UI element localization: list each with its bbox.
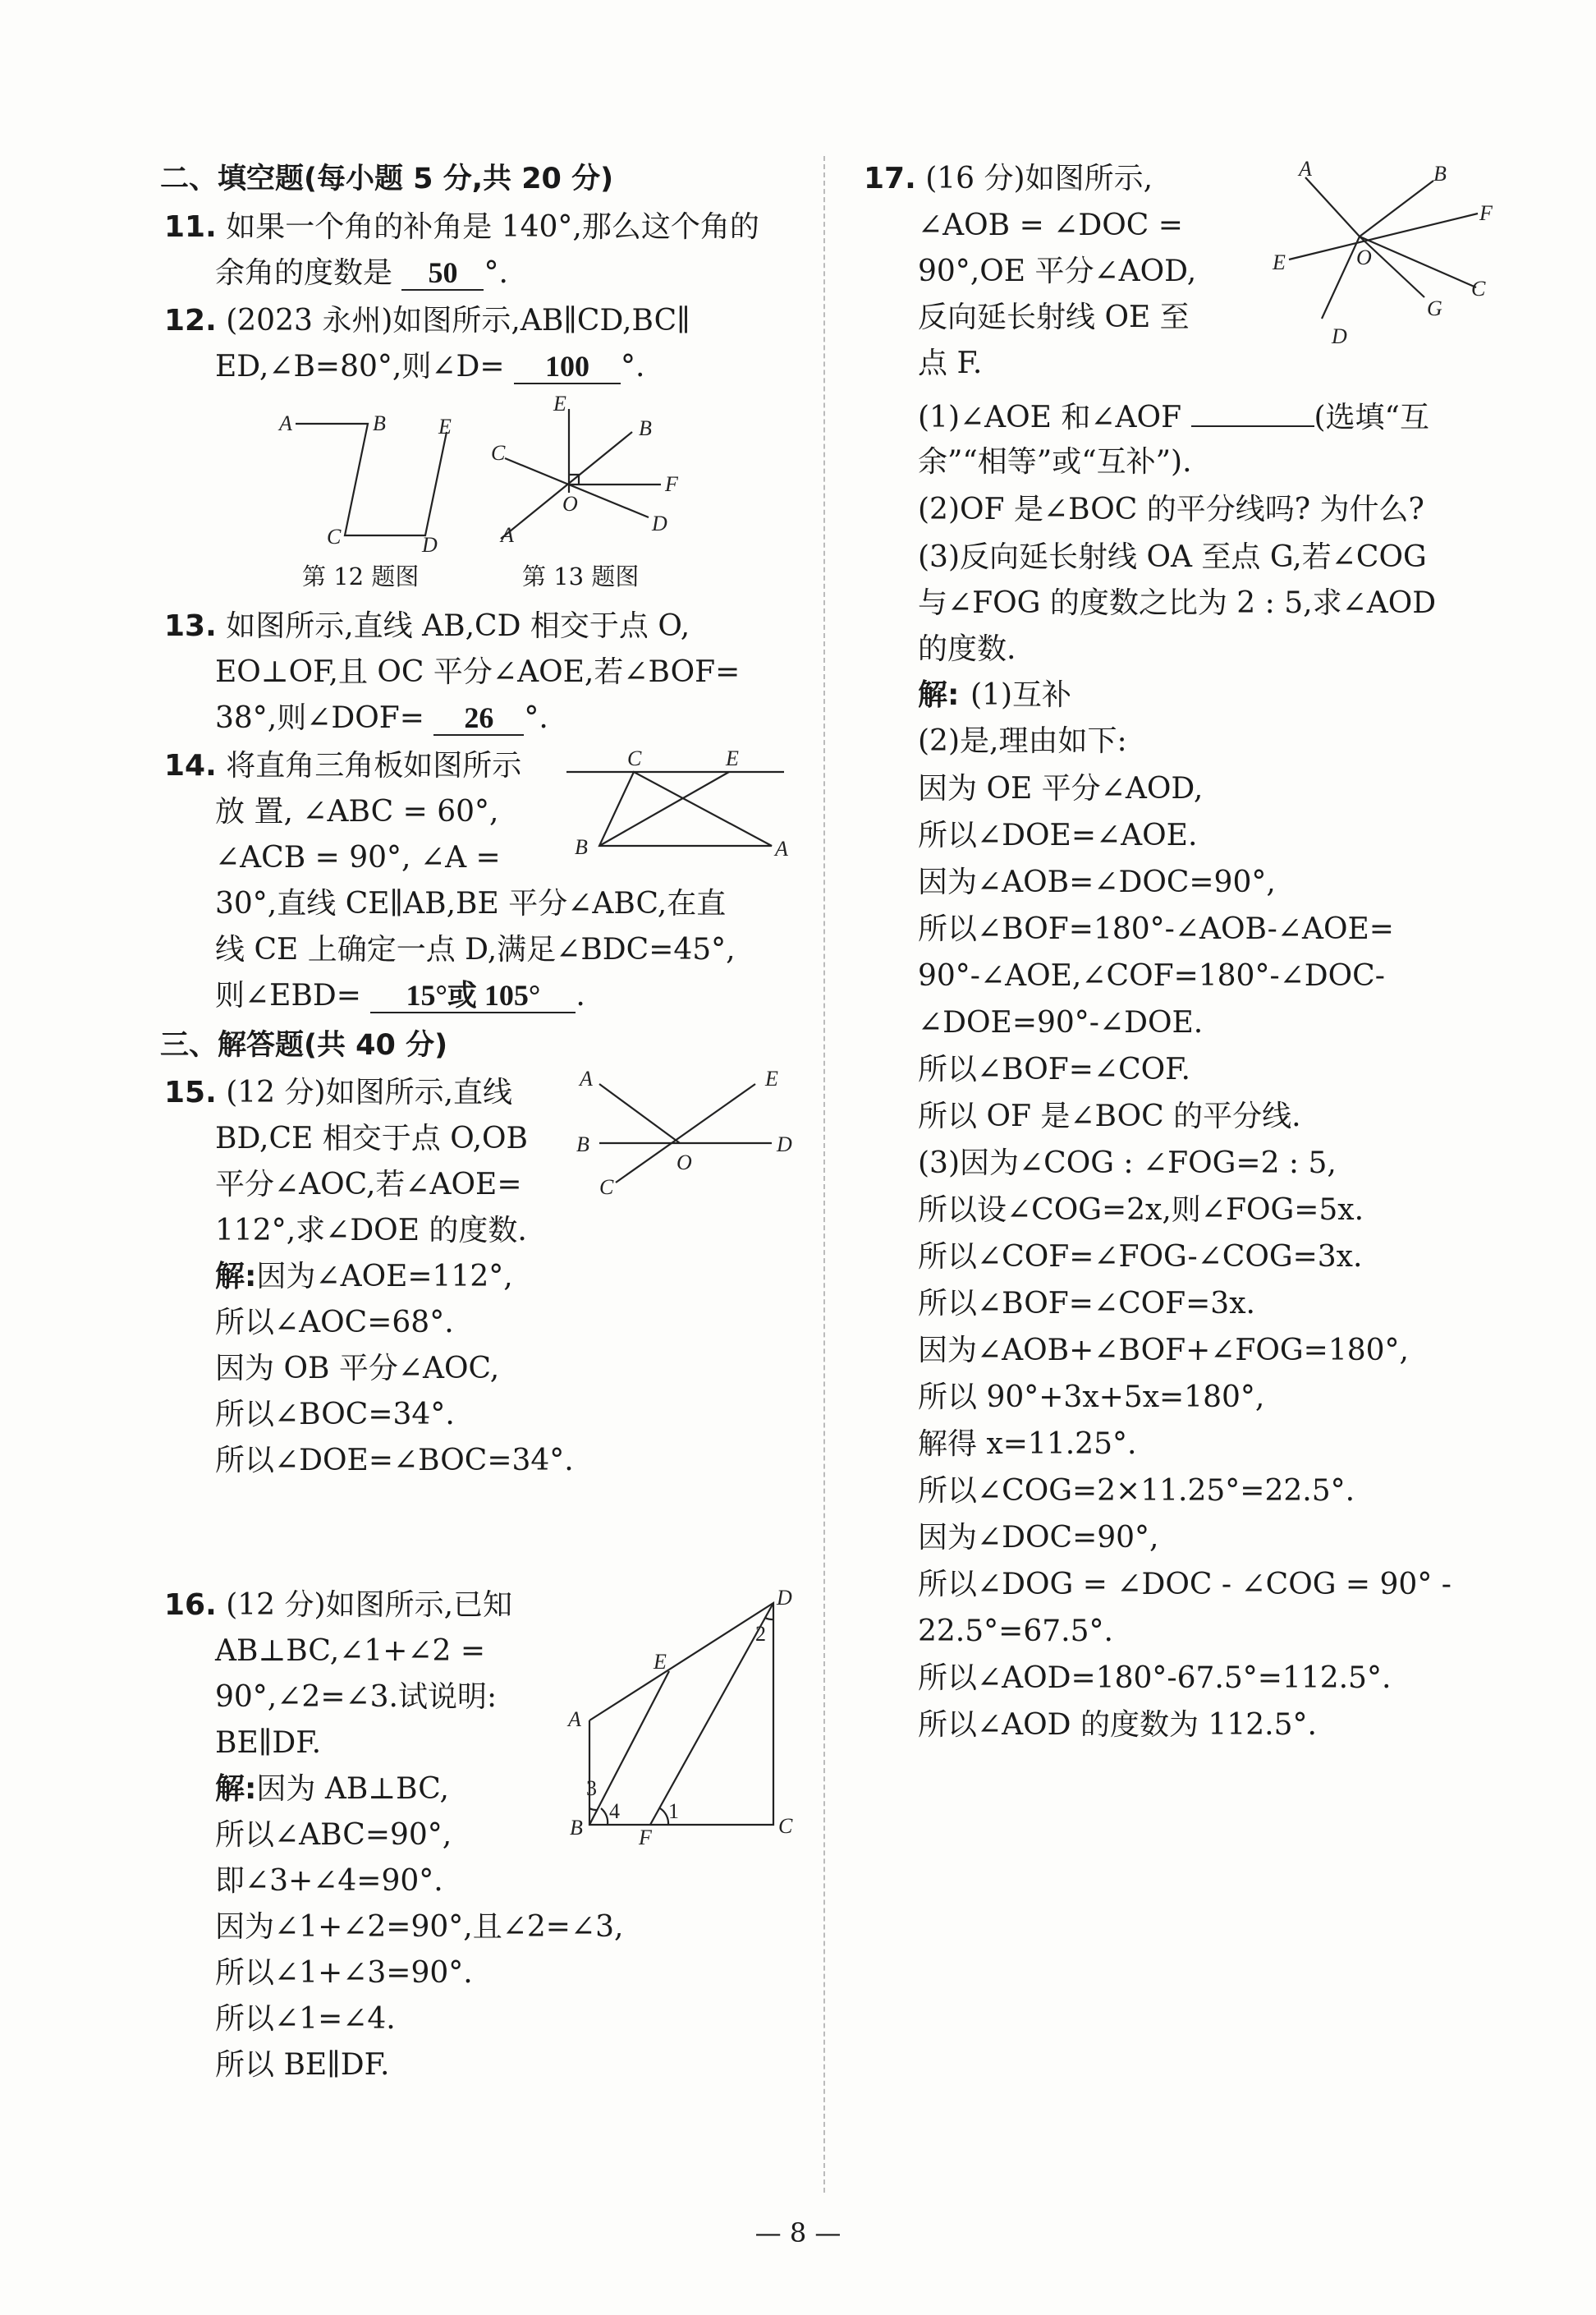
q14-line5: 线 CE 上确定一点 D,满足∠BDC=45°,: [215, 933, 736, 967]
fig17-ray-od: [1322, 237, 1360, 319]
q17-solution-line: 因为∠AOB=∠DOC=90°,: [918, 866, 1276, 899]
fig12-label-b: B: [373, 411, 386, 435]
q14-line4: 30°,直线 CE∥AB,BE 平分∠ABC,在直: [215, 887, 727, 921]
q17-solution-line: 因为 OE 平分∠AOD,: [918, 772, 1204, 806]
q14-line6: 则∠EBD= 15°或 105° .: [215, 979, 585, 1013]
fig17-label-f: F: [1479, 201, 1493, 225]
q11-line2: 余角的度数是 50 °.: [215, 256, 508, 290]
fig15-ray-oa: [599, 1084, 680, 1143]
q17-part1-line1: (1)∠AOE 和∠AOF (选填“互: [918, 396, 1429, 439]
fig17-label-d: D: [1332, 324, 1347, 348]
q16-line4: BE∥DF.: [215, 1726, 322, 1760]
fig15-label-o: O: [676, 1151, 692, 1174]
q15-solution-label: 解:: [215, 1260, 257, 1293]
q15-number: 15.: [164, 1076, 217, 1109]
fig16-quadrilateral: [589, 1603, 773, 1825]
q17-solution-line: 所以设∠COG=2x,则∠FOG=5x.: [918, 1193, 1364, 1227]
fig12-label-c: C: [327, 525, 342, 549]
q16-solution-6: 所以∠1=∠4.: [215, 2002, 396, 2036]
fig17-ray-ob: [1360, 181, 1433, 237]
fig16-label-b: B: [570, 1816, 583, 1840]
fig15-label-e: E: [765, 1067, 778, 1091]
figure-12-caption: 第 12 题图: [302, 563, 420, 590]
q16-solution-label: 解:: [215, 1772, 257, 1806]
q17-solution-line: ∠DOE=90°-∠DOE.: [918, 1006, 1204, 1040]
q17-line2: ∠AOB = ∠DOC =: [918, 209, 1183, 242]
fig13-label-b: B: [639, 416, 652, 440]
q15-solution-3: 因为 OB 平分∠AOC,: [215, 1352, 500, 1385]
q17-solution-line: 所以 OF 是∠BOC 的平分线.: [918, 1100, 1301, 1133]
q17-number: 17.: [864, 162, 916, 195]
q17-solution-line: (2)是,理由如下:: [918, 724, 1127, 758]
fig14-line-be: [599, 772, 729, 846]
q17-solution-label: 解:: [918, 678, 960, 712]
fig16-angle-4-arc: [601, 1808, 608, 1825]
fig14-label-e: E: [726, 746, 739, 770]
figure-15: [575, 1068, 805, 1199]
figure-12: [271, 402, 468, 557]
fig17-ray-oa: [1305, 177, 1360, 237]
q12-answer: 100: [514, 350, 621, 384]
fig16-angle-2-arc: [765, 1618, 773, 1619]
q17-solution-line: 90°-∠AOE,∠COF=180°-∠DOC-: [918, 959, 1385, 993]
q12-number: 12.: [164, 304, 217, 338]
fig14-label-a: A: [775, 837, 788, 861]
section-3-heading: 三、解答题(共 40 分): [160, 1029, 448, 1062]
q17-line1: 17. (16 分)如图所示,: [864, 162, 1153, 195]
q14-line1: 14. 将直角三角板如图所示: [164, 749, 522, 783]
q16-solution-5: 所以∠1+∠3=90°.: [215, 1956, 473, 1990]
q15-line1: 15. (12 分)如图所示,直线: [164, 1076, 513, 1109]
q17-solution-line: 所以∠DOE=∠AOE.: [918, 819, 1198, 852]
q17-part2: (2)OF 是∠BOC 的平分线吗? 为什么?: [918, 493, 1424, 526]
fig16-label-angle3: 3: [586, 1776, 597, 1800]
fig17-ray-oc: [1360, 237, 1476, 287]
q16-solution-1: 解:因为 AB⊥BC,: [215, 1772, 449, 1806]
q14-line2: 放 置, ∠ABC = 60°,: [215, 795, 499, 829]
q17-solution-line: 所以∠COF=∠FOG-∠COG=3x.: [918, 1240, 1363, 1274]
fig16-label-d: D: [777, 1586, 792, 1610]
q13-line2: EO⊥OF,且 OC 平分∠AOE,若∠BOF=: [215, 655, 741, 689]
fig13-label-d: D: [652, 512, 667, 535]
q15-line4: 112°,求∠DOE 的度数.: [215, 1214, 527, 1247]
fig15-label-d: D: [777, 1132, 792, 1156]
q17-part3-line1: (3)反向延长射线 OA 至点 G,若∠COG: [918, 540, 1427, 574]
fig17-label-b: B: [1433, 162, 1447, 186]
fig13-label-f: F: [665, 472, 678, 496]
figure-16: [558, 1585, 821, 1849]
q16-solution-4: 因为∠1+∠2=90°,且∠2=∠3,: [215, 1910, 624, 1944]
q17-line4: 反向延长射线 OE 至: [918, 301, 1190, 334]
fig17-label-c: C: [1471, 277, 1486, 301]
fig16-angle-1-arc: [660, 1808, 668, 1825]
q16-number: 16.: [164, 1588, 217, 1622]
q17-solution-line: 所以∠BOF=∠COF.: [918, 1053, 1190, 1086]
q13-line3: 38°,则∠DOF= 26 °.: [215, 701, 548, 735]
fig13-label-o: O: [562, 492, 578, 516]
q16-solution-7: 所以 BE∥DF.: [215, 2048, 390, 2082]
column-divider: [823, 156, 825, 2193]
q13-number: 13.: [164, 609, 217, 643]
q14-line3: ∠ACB = 90°, ∠A =: [215, 841, 501, 875]
figure-13-caption: 第 13 题图: [522, 563, 640, 590]
fig13-label-c: C: [491, 441, 506, 465]
q16-line2: AB⊥BC,∠1+∠2 =: [215, 1634, 486, 1668]
q16-line3: 90°,∠2=∠3.试说明:: [215, 1680, 498, 1714]
fig15-label-b: B: [576, 1132, 589, 1156]
fig16-label-angle1: 1: [668, 1799, 679, 1823]
fig16-angle-3-arc: [589, 1808, 598, 1810]
fig13-label-a: A: [501, 523, 514, 547]
fig12-label-a: A: [279, 411, 292, 435]
fig17-label-a: A: [1299, 157, 1312, 181]
q11-line1: 11. 如果一个角的补角是 140°,那么这个角的: [164, 210, 759, 244]
q14-answer: 15°或 105°: [370, 979, 576, 1013]
fig13-label-e: E: [553, 392, 566, 416]
q15-solution-1: 解:因为∠AOE=112°,: [215, 1260, 513, 1293]
q17-solution-line: 所以∠AOD 的度数为 112.5°.: [918, 1708, 1317, 1742]
q12-line1: 12. (2023 永州)如图所示,AB∥CD,BC∥: [164, 304, 690, 338]
fig17-line-ef: [1289, 214, 1478, 260]
fig15-label-a: A: [580, 1067, 593, 1091]
q14-number: 14.: [164, 749, 217, 783]
fig16-label-f: F: [639, 1826, 652, 1849]
q15-line2: BD,CE 相交于点 O,OB: [215, 1122, 529, 1155]
q16-solution-3: 即∠3+∠4=90°.: [215, 1864, 443, 1898]
fig16-label-angle2: 2: [755, 1622, 766, 1646]
q17-solution-line: 因为∠DOC=90°,: [918, 1521, 1159, 1555]
q17-solution-line: 所以∠BOF=180°-∠AOB-∠AOE=: [918, 912, 1394, 946]
fig16-label-c: C: [778, 1814, 793, 1838]
q17-solution-line: (1)互补: [970, 678, 1071, 712]
fig12-label-d: D: [422, 533, 438, 557]
q17-part1-blank[interactable]: [1191, 396, 1314, 427]
fig12-label-e: E: [438, 415, 452, 439]
q17-solution-line: (3)因为∠COG : ∠FOG=2 : 5,: [918, 1146, 1337, 1180]
fig16-label-angle4: 4: [609, 1799, 620, 1823]
figure-17: [1240, 156, 1502, 353]
page-number: — 8 —: [754, 2217, 842, 2248]
fig17-label-g: G: [1427, 296, 1442, 320]
q16-line1: 16. (12 分)如图所示,已知: [164, 1588, 513, 1622]
q15-solution-4: 所以∠BOC=34°.: [215, 1398, 455, 1431]
q17-solution-line: 22.5°=67.5°.: [918, 1615, 1113, 1648]
fig14-label-c: C: [627, 746, 642, 770]
figure-13: [484, 394, 698, 550]
section-2-heading: 二、填空题(每小题 5 分,共 20 分): [160, 163, 614, 195]
q17-line5: 点 F.: [918, 347, 983, 380]
q17-solution-line: 所以∠DOG = ∠DOC - ∠COG = 90° -: [918, 1568, 1452, 1601]
q17-part3-line3: 的度数.: [918, 632, 1016, 666]
fig14-triangle: [599, 772, 772, 846]
fig16-label-a: A: [568, 1707, 581, 1731]
q13-answer: 26: [433, 701, 524, 736]
fig14-label-b: B: [575, 835, 588, 859]
q17-solution-line: 所以∠AOD=180°-67.5°=112.5°.: [918, 1661, 1392, 1695]
fig12-lines: [296, 424, 447, 535]
fig16-label-e: E: [654, 1650, 667, 1674]
q17-part3-line2: 与∠FOG 的度数之比为 2 : 5,求∠AOD: [918, 586, 1437, 620]
q11-number: 11.: [164, 210, 217, 244]
q12-line2: ED,∠B=80°,则∠D= 100 °.: [215, 350, 645, 384]
q17-solution-line: 所以 90°+3x+5x=180°,: [918, 1380, 1265, 1414]
q11-answer: 50: [401, 256, 484, 291]
fig17-label-o: O: [1356, 246, 1372, 269]
q13-line1: 13. 如图所示,直线 AB,CD 相交于点 O,: [164, 609, 690, 643]
q15-solution-2: 所以∠AOC=68°.: [215, 1306, 454, 1339]
q15-line3: 平分∠AOC,若∠AOE=: [215, 1168, 522, 1201]
q17-solution-line: 因为∠AOB+∠BOF+∠FOG=180°,: [918, 1334, 1409, 1367]
q17-part1-line2: 余”“相等”或“互补”).: [918, 445, 1192, 479]
fig15-label-c: C: [599, 1175, 614, 1199]
q17-line3: 90°,OE 平分∠AOD,: [918, 255, 1197, 288]
q16-solution-2: 所以∠ABC=90°,: [215, 1818, 452, 1852]
figure-14: [566, 739, 796, 862]
fig17-label-e: E: [1273, 250, 1286, 274]
q17-solution-line: 所以∠BOF=∠COF=3x.: [918, 1287, 1255, 1321]
q17-solution-line: 所以∠COG=2×11.25°=22.5°.: [918, 1474, 1355, 1508]
q15-solution-5: 所以∠DOE=∠BOC=34°.: [215, 1444, 574, 1477]
q17-solution-line: 解得 x=11.25°.: [918, 1427, 1137, 1461]
